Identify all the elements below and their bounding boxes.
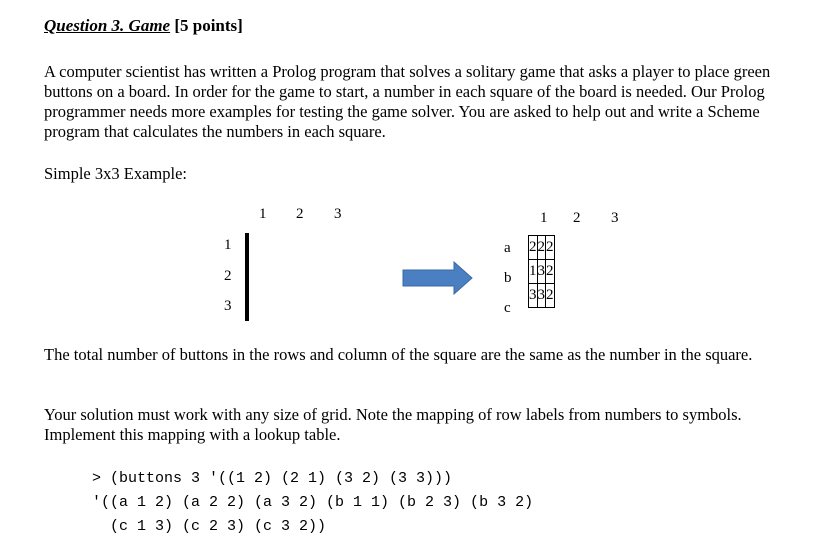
board-cell-empty bbox=[248, 263, 249, 292]
question-heading: Question 3. Game bbox=[44, 16, 171, 35]
result-cell: 2 bbox=[546, 260, 555, 284]
board-row bbox=[246, 292, 249, 321]
board-cell-button bbox=[248, 292, 249, 321]
board-row bbox=[246, 263, 249, 292]
result-cell: 2 bbox=[546, 236, 555, 260]
code-line: > (buttons 3 '((1 2) (2 1) (3 2) (3 3))) bbox=[92, 470, 453, 487]
result-cell: 3 bbox=[537, 260, 546, 284]
result-cell: 3 bbox=[529, 284, 538, 308]
result-cell: 1 bbox=[529, 260, 538, 284]
result-grid bbox=[528, 235, 555, 308]
result-cell: 2 bbox=[537, 236, 546, 260]
result-row bbox=[529, 284, 555, 308]
result-row bbox=[529, 236, 555, 260]
result-cell: 3 bbox=[537, 284, 546, 308]
board-row-label: 2 bbox=[224, 268, 232, 284]
result-col-label: 3 bbox=[611, 210, 619, 226]
result-row-label: c bbox=[504, 300, 511, 316]
code-line: '((a 1 2) (a 2 2) (a 3 2) (b 1 1) (b 2 3) (b 3 2) bbox=[92, 494, 534, 511]
board-col-label: 3 bbox=[334, 206, 342, 222]
question-points: [5 points] bbox=[174, 16, 243, 35]
explanation-paragraph: The total number of buttons in the rows and column of the square are the same as the number in the square. bbox=[44, 345, 753, 364]
board-cell-empty bbox=[248, 234, 249, 263]
result-row-label: b bbox=[504, 270, 512, 286]
arrow-icon bbox=[402, 261, 474, 295]
result-cell: 2 bbox=[529, 236, 538, 260]
result-cell: 2 bbox=[546, 284, 555, 308]
board-row-label: 1 bbox=[224, 237, 232, 253]
code-line: (c 1 3) (c 2 3) (c 3 2)) bbox=[92, 518, 327, 535]
example-label: Simple 3x3 Example: bbox=[44, 164, 187, 183]
result-row bbox=[529, 260, 555, 284]
result-col-label: 1 bbox=[540, 210, 548, 226]
board-col-label: 1 bbox=[259, 206, 267, 222]
board-row-label: 3 bbox=[224, 298, 232, 314]
result-col-label: 2 bbox=[573, 210, 581, 226]
board-row bbox=[246, 234, 249, 263]
board-col-label: 2 bbox=[296, 206, 304, 222]
intro-paragraph: A computer scientist has written a Prolog program that solves a solitary game that asks a player to place green buttons on a board. In order for the game to start, a number in each square of the board is needed. Our Prolog programmer needs more examples for testing the game solver. You are asked to help out and write a Scheme program that calculates the numbers in each square. bbox=[44, 62, 771, 141]
requirements-paragraph: Your solution must work with any size of grid. Note the mapping of row labels from numbers to symbols. Implement this mapping with a lookup table. bbox=[44, 405, 742, 444]
board-grid bbox=[245, 233, 249, 321]
question-title bbox=[44, 16, 243, 36]
result-row-label: a bbox=[504, 240, 511, 256]
